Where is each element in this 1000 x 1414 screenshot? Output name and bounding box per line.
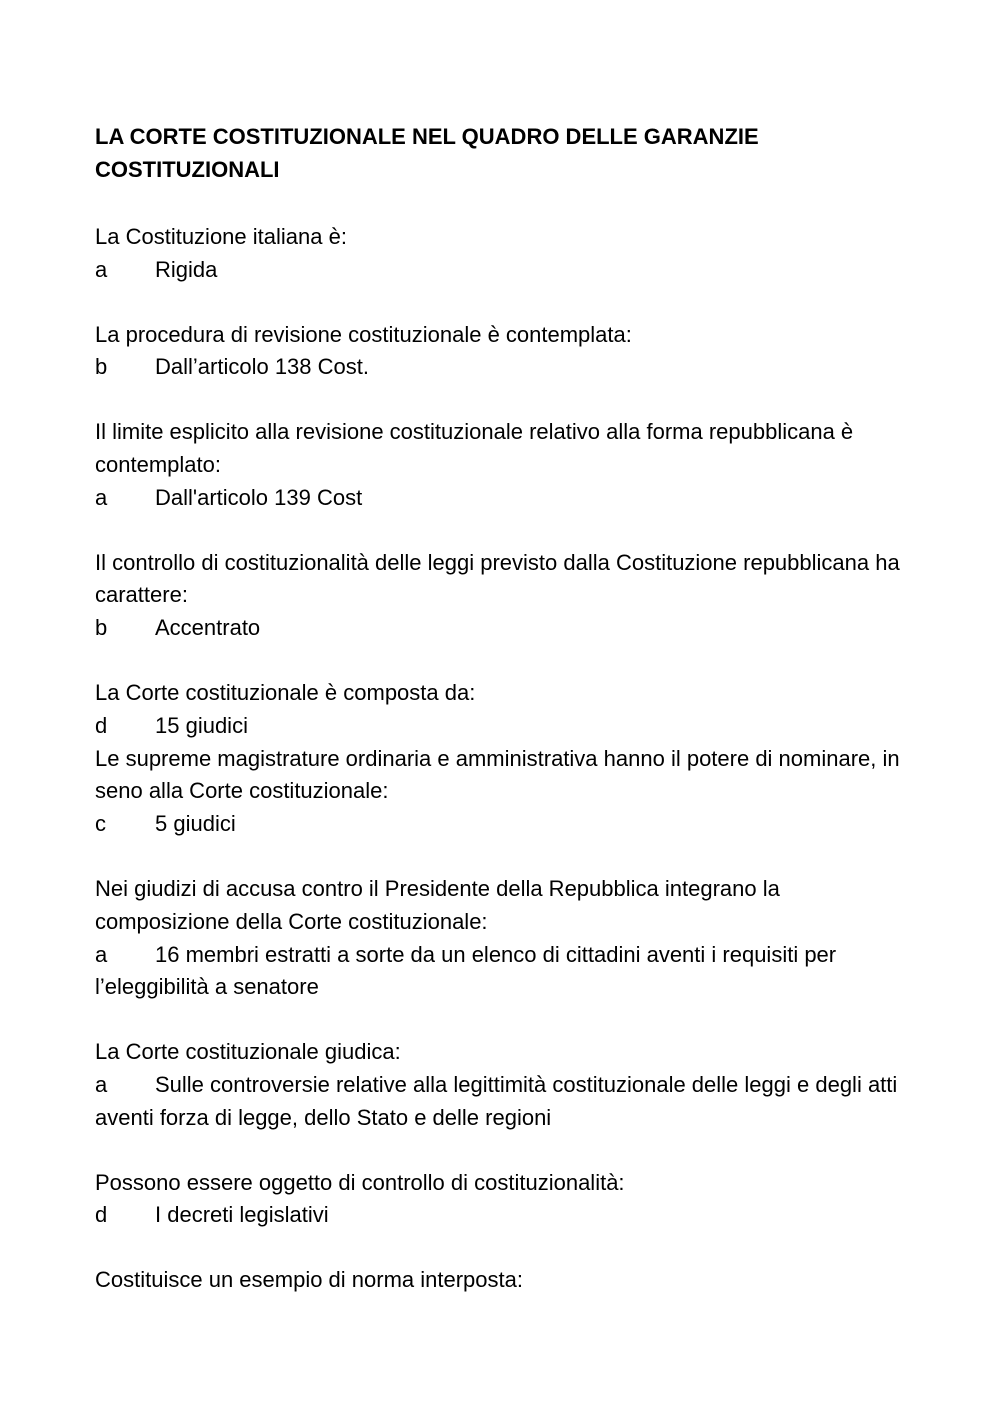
answer-text: Accentrato bbox=[155, 615, 261, 641]
document-title: LA CORTE COSTITUZIONALE NEL QUADRO DELLE GARANZIE COSTITUZIONALI bbox=[95, 124, 759, 182]
answer-line bbox=[95, 351, 900, 384]
question-text: Nei giudizi di accusa contro il Presidente della Repubblica integrano la composizione della Corte costituzionale: bbox=[95, 875, 780, 934]
answer-line bbox=[95, 939, 900, 1005]
answer-line bbox=[95, 1199, 900, 1232]
answer-letter: d bbox=[95, 712, 108, 738]
question-block bbox=[95, 1167, 900, 1233]
answer-line bbox=[95, 482, 900, 515]
answer-letter: c bbox=[95, 811, 106, 837]
question-text: Il limite esplicito alla revisione costituzionale relativo alla forma repubblicana è contemplato: bbox=[95, 419, 854, 477]
question-block bbox=[95, 416, 900, 514]
answer-text: Dall’articolo 138 Cost. bbox=[155, 354, 369, 380]
answer-text: 5 giudici bbox=[155, 811, 236, 837]
question-text: La Corte costituzionale è composta da: bbox=[95, 679, 476, 705]
answer-text: I decreti legislativi bbox=[155, 1202, 329, 1228]
question-text: Il controllo di costituzionalità delle leggi previsto dalla Costituzione repubblicana ha carattere: bbox=[95, 549, 900, 608]
question-block bbox=[95, 1264, 900, 1297]
answer-line bbox=[95, 254, 900, 287]
answer-text: Sulle controversie relative alla legittimità costituzionale delle leggi e degli atti aventi forza di legge, dello Stato e delle regioni bbox=[95, 1071, 898, 1130]
answer-line bbox=[95, 612, 900, 645]
answer-text: Dall'articolo 139 Cost bbox=[155, 484, 363, 510]
question-block bbox=[95, 1036, 900, 1134]
answer-letter: d bbox=[95, 1202, 108, 1228]
question-text: La Costituzione italiana è: bbox=[95, 224, 347, 249]
question-text: La Corte costituzionale giudica: bbox=[95, 1039, 401, 1065]
answer-text: 16 membri estratti a sorte da un elenco di cittadini aventi i requisiti per l’eleggibilità a senatore bbox=[95, 941, 837, 1000]
answer-text: Rigida bbox=[155, 256, 218, 282]
question-text: Le supreme magistrature ordinaria e amministrativa hanno il potere di nominare, in seno alla Corte costituzionale: bbox=[95, 745, 900, 804]
question-block bbox=[95, 873, 900, 1004]
question-block bbox=[95, 221, 900, 287]
answer-letter: b bbox=[95, 354, 108, 380]
question-block bbox=[95, 319, 900, 385]
answer-letter: b bbox=[95, 615, 108, 641]
answer-letter: a bbox=[95, 1071, 108, 1097]
answer-letter: a bbox=[95, 256, 108, 282]
answer-line bbox=[95, 808, 900, 841]
question-text: Costituisce un esempio di norma interposta: bbox=[95, 1267, 523, 1293]
answer-line bbox=[95, 1069, 900, 1135]
question-block bbox=[95, 547, 900, 645]
answer-line bbox=[95, 710, 900, 743]
question-text: Possono essere oggetto di controllo di costituzionalità: bbox=[95, 1169, 625, 1195]
question-block bbox=[95, 743, 900, 841]
answer-letter: a bbox=[95, 941, 108, 967]
question-block bbox=[95, 677, 900, 743]
answer-letter: a bbox=[95, 484, 108, 510]
question-text: La procedura di revisione costituzionale è contemplata: bbox=[95, 321, 632, 347]
answer-text: 15 giudici bbox=[155, 712, 248, 738]
